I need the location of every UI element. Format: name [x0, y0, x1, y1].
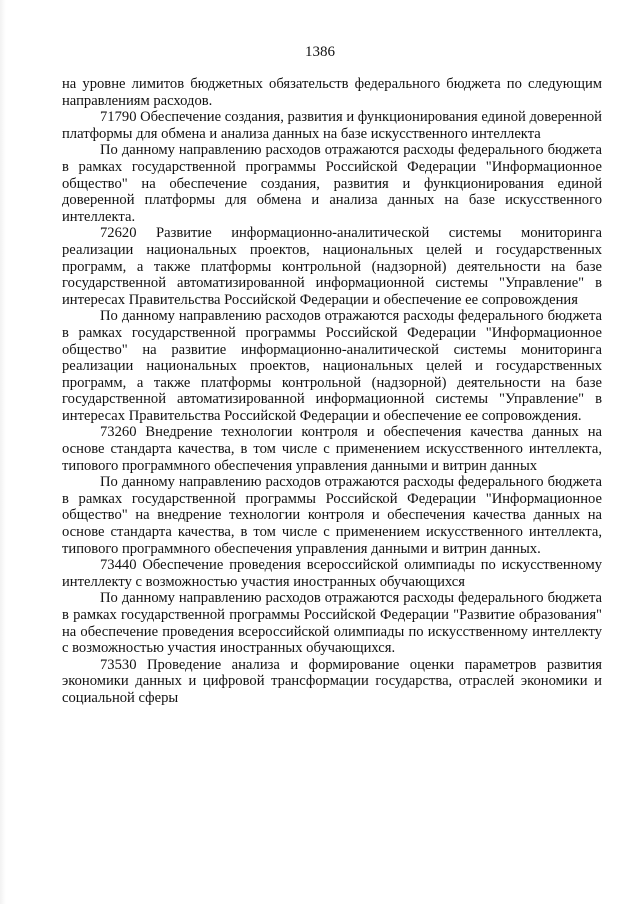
expense-code-72620: 72620 Развитие информационно-аналитической системы мониторинга реализации национальных проектов, национальных целей и государственных программ, а также платформы контрольной (надзорной) деятельности на базе государственной автоматизированной информационной системы "Управление" в интересах Правительства Российской Федерации и обеспечение ее сопровождения — [62, 225, 602, 308]
expense-description-73440: По данному направлению расходов отражаются расходы федерального бюджета в рамках государственной программы Российской Федерации "Развитие образования" на обеспечение проведения всероссийской олимпиады по искусственному интеллекту с возможностью участия иностранных обучающихся. — [62, 590, 602, 657]
expense-description-72620: По данному направлению расходов отражаются расходы федерального бюджета в рамках государственной программы Российской Федерации "Информационное общество" на развитие информационно-аналитической системы мониторинга реализации национальных проектов, национальных целей и государственных программ, а также платформы контрольной (надзорной) деятельности на базе государственной автоматизированной информационной системы "Управление" в интересах Правительства Российской Федерации и обеспечение ее сопровождения. — [62, 308, 602, 424]
paragraph-intro-continuation: на уровне лимитов бюджетных обязательств федерального бюджета по следующим направлениям расходов. — [62, 76, 602, 109]
expense-code-71790: 71790 Обеспечение создания, развития и функционирования единой доверенной платформы для обмена и анализа данных на базе искусственного интеллекта — [62, 109, 602, 142]
scan-edge-shadow — [0, 0, 6, 904]
expense-description-71790: По данному направлению расходов отражаются расходы федерального бюджета в рамках государственной программы Российской Федерации "Информационное общество" на обеспечение создания, развития и функционирования единой доверенной платформы для обмена и анализа данных на базе искусственного интеллекта. — [62, 142, 602, 225]
page-number: 1386 — [305, 44, 335, 60]
expense-code-73440: 73440 Обеспечение проведения всероссийской олимпиады по искусственному интеллекту с возможностью участия иностранных обучающихся — [62, 557, 602, 590]
expense-description-73260: По данному направлению расходов отражаются расходы федерального бюджета в рамках государственной программы Российской Федерации "Информационное общество" на внедрение технологии контроля и обеспечения качества данных на основе стандарта качества, в том числе с применением искусственного интеллекта, типового программного обеспечения управления данными и витрин данных. — [62, 474, 602, 557]
expense-code-73260: 73260 Внедрение технологии контроля и обеспечения качества данных на основе стандарта качества, в том числе с применением искусственного интеллекта, типового программного обеспечения управления данными и витрин данных — [62, 424, 602, 474]
expense-code-73530: 73530 Проведение анализа и формирование оценки параметров развития экономики данных и цифровой трансформации государства, отраслей экономики и социальной сферы — [62, 656, 602, 706]
document-body — [62, 76, 602, 707]
